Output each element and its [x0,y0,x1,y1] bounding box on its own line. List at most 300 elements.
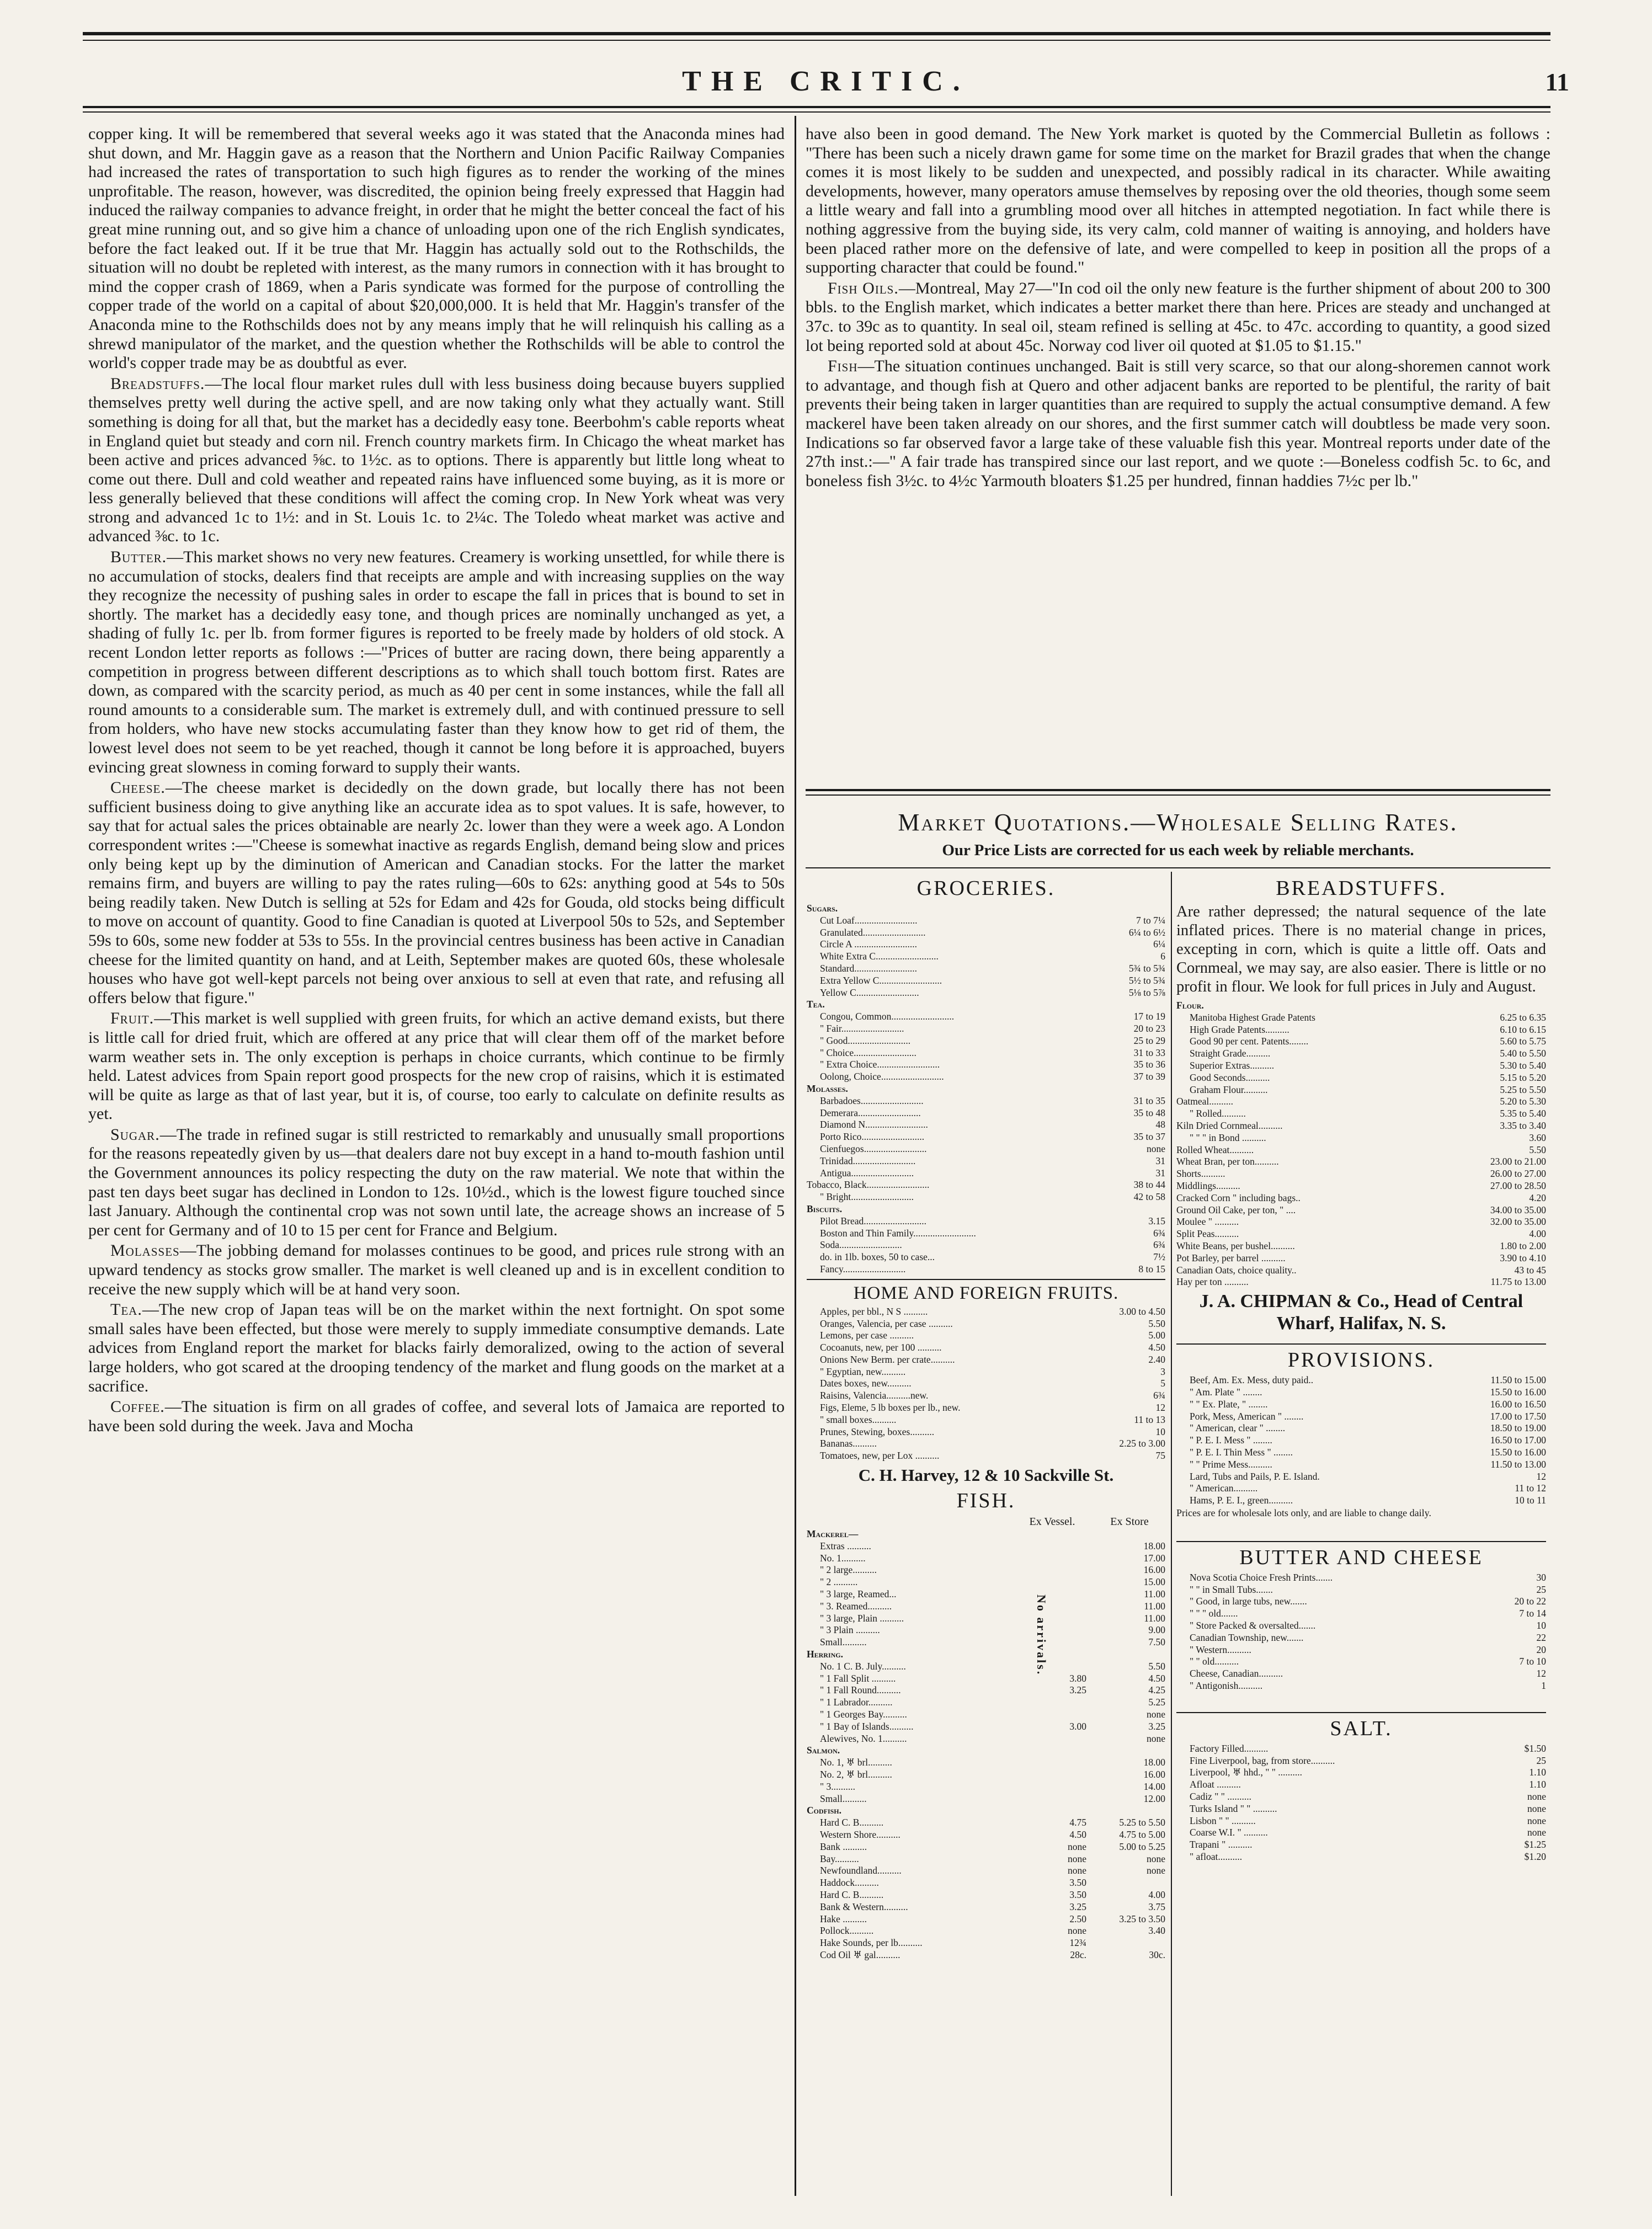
price-row [807,1390,1165,1402]
item-price: 6¾ [1153,1390,1165,1401]
item-label: Boston and Thin Family.......................... [820,1227,976,1239]
item-price: 75 [1155,1450,1165,1462]
fish-row [807,1853,1165,1865]
fish-ex-store: 7.50 [1148,1636,1165,1648]
paragraph-head: Fish Oils. [828,279,899,297]
price-row [807,1251,1165,1263]
fish-row [807,1805,1165,1817]
item-label: Straight Grade.......... [1190,1048,1271,1059]
item-label: Hay per ton .......... [1176,1276,1249,1288]
fish-row [807,1553,1165,1565]
paragraph-head: Fish [828,357,858,376]
price-row [807,975,1165,987]
rule [1176,1541,1546,1542]
item-label: Canadian Township, new....... [1190,1631,1304,1643]
top-thin-rule [83,40,1550,41]
item-label: Bananas.......... [820,1438,877,1449]
fish-ex-vessel [1029,1553,1086,1565]
market-top-thin-rule [806,794,1550,796]
item-label: " " in Small Tubs....... [1190,1583,1273,1595]
fish-ex-vessel [1029,1769,1086,1781]
item-label: Tomatoes, new, per Lox .......... [820,1450,940,1462]
fish-ex-vessel: none [1067,1925,1086,1937]
price-row [1176,1096,1546,1108]
fish-label: Extras .......... [820,1540,871,1551]
fish-label: " 3 large, Reamed... [820,1588,897,1600]
item-label: White Extra C.......................... [820,951,939,962]
price-row [1176,1422,1546,1435]
price-row [1176,1108,1546,1120]
item-price: 37 to 39 [1133,1071,1165,1082]
header-rule [83,106,1550,108]
fish-label: " 3 Plain .......... [820,1624,880,1636]
item-label: Cracked Corn " including bags.. [1176,1192,1301,1203]
price-row [1176,1060,1546,1072]
item-price: 5⅛ to 5⅞ [1128,986,1165,998]
article-paragraph [88,1398,785,1436]
fish-col-headers [807,1515,1165,1528]
fish-ex-vessel: none [1067,1853,1086,1864]
item-label: Graham Flour.......... [1190,1084,1268,1095]
fish-label: Hard C. B.......... [820,1889,884,1900]
fish-label: " 3.......... [820,1780,856,1792]
item-label: Oranges, Valencia, per case .......... [820,1318,953,1329]
price-row [1176,1755,1546,1767]
price-row [807,1167,1165,1180]
fish-label: Salmon. [807,1745,840,1756]
item-price: 5.60 to 5.75 [1500,1036,1546,1047]
price-row [1176,1839,1546,1851]
item-label: Tea. [807,999,825,1010]
item-label: Yellow C.......................... [820,986,919,998]
item-label: " American, clear " ........ [1190,1422,1286,1434]
item-price: 11.75 to 13.00 [1490,1276,1546,1288]
item-price: 5.50 [1529,1144,1546,1155]
fish-label: No. 2, ♅ brl.......... [820,1769,892,1780]
paragraph-text: —This market is well supplied with green fruits, for which an active demand exists, but there is little call for dried fruit, which are offered at any price that will clear them off of the market before warm weather sets in. The only exception is perhaps in choice currants, which continue to be firmly held. Latest advices from Spain report good prospects for the new crop of raisins, which it is estimated will be quite as large as that of last year, but it is, of course, too early to calculate on definite results as yet. [88,1009,785,1123]
fish-label: " 1 Fall Split .......... [820,1672,896,1684]
fish-ex-vessel [1029,1540,1086,1553]
price-row [1176,1216,1546,1228]
item-label: Porto Rico.......................... [820,1131,925,1143]
article-paragraph [88,375,785,546]
paragraph-text: —The new crop of Japan teas will be on the market within the next fortnight. On spot some small sales have been effected, but those were merely to supply immediate consumptive demands. Late advices from England report the market for blacks fairly demoralized, owing to the action of several large holders, who got scared at the drooping tendency of the market and flung goods on the market at a sacrifice. [88,1300,785,1395]
fish-ex-store: 3.25 [1148,1720,1165,1732]
price-row [807,1306,1165,1318]
price-row [1176,1228,1546,1240]
item-price: 16.00 to 16.50 [1490,1398,1546,1410]
fish-label: " 2 large.......... [820,1564,877,1576]
fish-row [807,1841,1165,1853]
item-label: " Good, in large tubs, new....... [1190,1596,1307,1607]
item-price: 5.20 to 5.30 [1500,1096,1546,1107]
fish-ex-store: 18.00 [1143,1757,1165,1768]
paragraph-text: —The trade in refined sugar is still restricted to remarkably and unusually small proportions for the reasons repeatedly given by us—that dealers dare not buy except in a hand to-mouth fashion until the Government announces its policy respecting the duty on the raw material. We note that within the past ten days beet sugar has declined in London to 12s. 10½d., which is the lowest figure touched since last January. Although the continental crop was not sown until late, the acreage shows an increase of 5 per cent for Germany and of 10 to 15 per cent for France and Belgium. [88,1125,785,1239]
item-label: " Fair.......................... [820,1022,904,1034]
item-label: " Rolled.......... [1190,1108,1246,1119]
fish-ex-store: none [1146,1853,1165,1864]
fish-ex-vessel [1029,1576,1086,1588]
item-price: 34.00 to 35.00 [1490,1204,1546,1215]
item-price: 6.10 to 6.15 [1500,1023,1546,1035]
fish-row [807,1564,1165,1576]
item-label: " Choice.......................... [820,1047,916,1058]
fish-ex-store: 3.40 [1148,1925,1165,1937]
price-row [1176,1767,1546,1779]
fish-ex-vessel [1029,1805,1086,1817]
fish-ex-store [1086,1528,1165,1540]
price-row [1176,1743,1546,1755]
item-label: Good 90 per cent. Patents........ [1190,1036,1309,1047]
fish-label: " 3 large, Plain .......... [820,1612,904,1624]
item-price: 16.50 to 17.00 [1490,1435,1546,1446]
item-price: 27.00 to 28.50 [1490,1180,1546,1191]
market-title: Market Quotations.—Wholesale Selling Rates. [898,809,1458,836]
item-label: Fine Liverpool, bag, from store.......... [1190,1755,1335,1766]
price-row [807,1095,1165,1107]
item-label: Diamond N.......................... [820,1119,928,1131]
fish-row [807,1925,1165,1937]
item-label: Congou, Common.......................... [820,1011,955,1022]
item-price: 12 [1536,1668,1546,1679]
price-row [807,987,1165,999]
fish-label: " 2 .......... [820,1576,858,1588]
price-row [1176,1572,1546,1584]
price-row [1176,1120,1546,1132]
item-label: Oatmeal.......... [1176,1096,1234,1107]
item-price [1079,999,1165,1011]
item-price: 6 [1160,951,1165,962]
article-paragraph [88,125,785,373]
item-price: 31 to 35 [1133,1095,1165,1106]
item-price: 31 to 33 [1133,1047,1165,1058]
fish-ex-store: 14.00 [1143,1780,1165,1792]
item-label: " Antigonish.......... [1190,1680,1263,1692]
fish-ex-vessel [1029,1733,1086,1745]
rule [1176,1343,1546,1345]
paragraph-text: —The local flour market rules dull with less business doing because buyers supplied themselves pretty well during the active spell, and are now taking only what they actually want. Still something is doing for all that, but the market has a decidedly easy tone. Beerbohm's cable reports wheat in England quiet but steady and corn nil. French country markets firm. In Chicago the wheat market has been active and prices advanced ⅝c. to 1½c. as to options. There is apparently but little long wheat to come out there. Dull and cold weather and repeated rains have influenced some buying, as it is more or less generally believed that these conditions will affect the coming crop. In New York wheat was very strong and advanced 1c to 1½: and in St. Louis 1c. to 2¼c. The Toledo wheat market was active and advanced ⅜c. to 1c. [88,374,785,546]
price-row [1176,1483,1546,1495]
item-price [1079,1083,1165,1095]
provisions-note: Prices are for wholesale lots only, and are liable to change daily. [1176,1507,1431,1518]
item-price: 3 [1160,1366,1165,1377]
article-paragraph [88,1009,785,1124]
item-label: " small boxes.......... [820,1414,897,1425]
price-row [1176,1276,1546,1288]
price-row [807,1318,1165,1330]
rule [807,1279,1165,1280]
breadstuffs-table [1176,1000,1546,1288]
price-row [1176,1399,1546,1411]
item-price: 35 to 37 [1133,1131,1165,1143]
item-price: 3.35 to 3.40 [1500,1119,1546,1131]
item-price: 25 [1536,1755,1546,1766]
fish-ex-store: 4.25 [1148,1684,1165,1696]
item-price: $1.50 [1524,1742,1546,1754]
fish-label: Newfoundland.......... [820,1865,902,1876]
market-divider [1171,872,1172,2196]
fish-row [807,1588,1165,1601]
price-row [1176,1435,1546,1447]
item-price: 38 to 44 [1133,1179,1165,1191]
fish-row [807,1733,1165,1745]
fish-ex-store: 3.75 [1148,1901,1165,1912]
price-row [1176,1024,1546,1036]
fish-label: Small.......... [820,1793,867,1804]
paragraph-text: have also been in good demand. The New York market is quoted by the Commercial Bulletin as follows : "There has been such a nicely drawn game for some time on the market for Brazil grades that when the change comes it is most likely to be sudden and unexpected, and possibly radical in its character. While awaiting developments, however, many operators amuse themselves by reposing over the old theories, though some seem a little weary and fall into a grumbling mood over all hitches in attempted negotiation. In fact while there is nothing aggressive from the buying side, its very calm, cold manner of waiting is annoying, and holders have been placed rather more on the defensive of late, and were compelled to keep in position all the props of a supporting character that could be found." [806,125,1550,277]
paragraph-text: —This market shows no very new features. Creamery is working unsettled, for while there is no accumulation of stocks, dealers find that receipts are ample and with increasing supplies on the way they recognize the necessity of pushing sales in order to escape the fall in prices that is bound to set in shortly. The market has a decidedly easy tone, and though prices are nominally unchanged as yet, a shading of fully 1c. per lb. from former figures is reported to be freely made by holders of old stock. A recent London letter reports as follows :—"Prices of butter are racing down, there being apparently a competition in progress between different descriptions as to which shall touch bottom first. Rates are down, as compared with the scarcity period, as much as 40 per cent in some instances, while the fall all round amounts to a considerable sum. The market is extremely dull, and with continued pressure to sell from holders, who have new stocks accumulating faster than they know how to get rid of them, the lowest level does not seem to be yet reached, though it cannot be long before it is approached, buyers evincing great slowness in coming forward to supply their wants. [88,548,785,776]
article-paragraph [88,1241,785,1299]
fish-ex-vessel: none [1067,1865,1086,1876]
item-price: 5 [1160,1378,1165,1389]
breadstuffs-heading: BREADSTUFFS. [1276,877,1447,900]
item-price: 20 to 22 [1514,1596,1546,1607]
item-label: Manitoba Highest Grade Patents [1190,1011,1315,1023]
price-row [1176,1168,1546,1180]
item-label: " Good.......................... [820,1034,911,1046]
butter-cheese-heading: BUTTER AND CHEESE [1239,1545,1483,1569]
price-row [807,1011,1165,1023]
item-price: 11 to 13 [1134,1414,1165,1425]
price-row [1176,1144,1546,1156]
item-label: White Beans, per bushel.......... [1176,1240,1295,1251]
price-row [807,1203,1165,1215]
item-label: Extra Yellow C.......................... [820,974,942,986]
fish-ex-vessel [1029,1757,1086,1769]
item-price: 5¾ to 5¾ [1128,962,1165,974]
price-row [807,1378,1165,1390]
item-label: Split Peas.......... [1176,1228,1239,1240]
article-paragraph [806,125,1550,278]
item-label: " Egyptian, new.......... [820,1366,906,1377]
item-label: Shorts.......... [1176,1168,1225,1180]
item-price: 3.90 to 4.10 [1500,1252,1546,1263]
item-label: Liverpool, ♅ hhd., " " .......... [1190,1767,1302,1778]
harvey-merchant: C. H. Harvey, 12 & 10 Sackville St. [858,1465,1114,1485]
price-row [807,1155,1165,1167]
fish-row [807,1937,1165,1949]
fish-ex-vessel: 3.25 [1069,1901,1086,1912]
fish-ex-store: 11.00 [1144,1600,1165,1612]
fish-label: Alewives, No. 1.......... [820,1732,907,1744]
fish-label: " 1 Georges Bay.......... [820,1709,907,1720]
market-left-subcolumn [807,873,1165,2191]
fish-ex-store: 16.00 [1143,1769,1165,1780]
paragraph-text: —Montreal, May 27—"In cod oil the only new feature is the further shipment of about 200 to 300 bbls. to the English market, which indicates a better market there than here. Prices are steady and unchanged at 37c. to 39c as to quantity. In seal oil, steam refined is selling at 45c. to 47c. according to quantity, a good sized lot being reported sold at about 45c. Norway cod liver oil quoted at $1.05 to $1.15." [806,279,1550,355]
fish-table [807,1528,1165,1961]
fish-label: Hard C. B.......... [820,1817,884,1828]
fish-label: Haddock.......... [820,1877,879,1889]
fish-row [807,1901,1165,1913]
item-price: 7 to 7¼ [1136,914,1165,926]
market-right-subcolumn [1176,873,1546,2191]
fish-row [807,1684,1165,1697]
price-row [807,1239,1165,1251]
fish-ex-store: none [1146,1709,1165,1720]
top-border-rule [83,32,1550,35]
item-label: " P. E. I. Mess " ........ [1190,1435,1272,1446]
price-row [1176,1374,1546,1387]
fish-row [807,1661,1165,1673]
price-row [807,903,1165,915]
fish-ex-store: 12.00 [1143,1793,1165,1804]
item-price: 5.00 [1148,1330,1165,1341]
fish-ex-vessel [1029,1709,1086,1721]
price-row [1176,1012,1546,1024]
price-row [1176,1584,1546,1596]
price-row [1176,1680,1546,1692]
fish-label: Codfish. [807,1805,842,1816]
fish-ex-store [1086,1805,1165,1817]
fish-label: Bank & Western.......... [820,1901,908,1912]
item-label: " Western.......... [1190,1644,1251,1655]
breadstuffs-text: Are rather depressed; the natural sequence of the late inflated prices. There is no material change in prices, excepting in corn, which is quite a little off. Oats and Cornmeal, we may say, are also easier. There is little or no profit in flour. We look for full prices in July and August. [1176,903,1546,995]
item-price [1079,903,1165,915]
paragraph-head: Coffee. [110,1398,165,1416]
item-price: 31 [1155,1155,1165,1166]
fish-label: Small.......... [820,1636,867,1648]
paragraph-text: —The jobbing demand for molasses continues to be good, and prices rule strong with an upward tendency as stocks grow smaller. The market is well cleaned up and is in excellent condition to receive the new supply which will be at hand very soon. [88,1241,785,1298]
paragraph-text: copper king. It will be remembered that several weeks ago it was stated that the Anaconda mines had shut down, and Mr. Haggin gave as a reason that the Northern and Union Pacific Railway Companies had increased the rates of transportation to such high figures as to render the working of the mines unprofitable. The reason, however, was discredited, the opinion being freely expressed that Haggin had induced the railway companies to advance freight, in order that he might the better conceal the fact of his great mine running out, and so give him a chance of unloading upon one of the rich English syndicates, before the fact leaked out. If it be true that Mr. Haggin has actually sold out to the Rothschilds, the situation will no doubt be repleted with interest, as the many rumors in connection with it has brought to mind the copper crash of 1869, when a Paris syndicate was formed for the purpose of controlling the copper trade of the world on a capital of about $20,000,000. It is held that Mr. Haggin's transfer of the Anaconda mine to the Rothschilds does not by any means imply that he will relinquish his calling as a shrewd manipulator of the market, and the question whether the Rothschilds will be able to control the world's copper trade may be as doubtful as ever. [88,125,785,372]
item-label: Good Seconds.......... [1190,1071,1270,1083]
price-row [1176,1803,1546,1815]
item-label: " afloat.......... [1190,1851,1243,1863]
price-row [1176,1072,1546,1084]
fish-row [807,1528,1165,1540]
fish-label: No. 1.......... [820,1552,866,1564]
item-label: Cocoanuts, new, per 100 .......... [820,1342,942,1353]
price-row [807,1059,1165,1071]
price-row [1176,1265,1546,1277]
item-price: 20 [1536,1644,1546,1655]
fish-row [807,1757,1165,1769]
item-label: Figs, Eleme, 5 lb boxes per lb., new. [820,1402,961,1414]
paragraph-head: Butter. [110,548,167,567]
fish-ex-store: none [1146,1865,1165,1876]
item-label: Pot Barley, per barrel .......... [1176,1252,1286,1263]
item-label: Barbadoes.......................... [820,1095,924,1106]
fish-ex-vessel: none [1067,1841,1086,1852]
item-price: 43 to 45 [1514,1264,1546,1276]
item-price: 6¾ [1153,1227,1165,1239]
price-row [1176,1084,1546,1096]
item-label: " Extra Choice.......................... [820,1059,940,1070]
item-label: Ground Oil Cake, per ton, " .... [1176,1204,1296,1215]
item-price: 5.15 to 5.20 [1500,1071,1546,1083]
price-row [807,1426,1165,1438]
item-label: Pork, Mess, American " ........ [1190,1410,1304,1422]
price-row [807,1083,1165,1095]
header-thin-rule [83,111,1550,113]
item-label: Afloat .......... [1190,1779,1241,1790]
item-label: Factory Filled.......... [1190,1742,1269,1754]
price-row [807,915,1165,927]
item-price: 6.25 to 6.35 [1500,1011,1546,1023]
item-price: 1.10 [1529,1767,1546,1778]
fish-row [807,1877,1165,1889]
fish-ex-vessel [1029,1781,1086,1793]
item-price: 32.00 to 35.00 [1490,1216,1546,1228]
price-row [807,1179,1165,1191]
item-label: " " old.......... [1190,1656,1239,1667]
article-paragraph [806,279,1550,355]
item-label: " Am. Plate " ........ [1190,1386,1262,1398]
fish-ex-vessel: 12¾ [1069,1937,1086,1949]
item-price: 23.00 to 21.00 [1490,1156,1546,1167]
fish-ex-store: 15.00 [1143,1576,1165,1588]
fish-row [807,1697,1165,1709]
paragraph-head: Tea. [110,1300,142,1319]
price-row [807,1143,1165,1155]
item-price: 2.40 [1148,1353,1165,1365]
item-label: Trapani " .......... [1190,1839,1253,1851]
market-top-rule [806,789,1550,791]
item-price: 35 to 48 [1133,1107,1165,1118]
item-price: 11 to 12 [1515,1483,1546,1494]
item-price: 10 to 11 [1515,1495,1546,1506]
item-price: 18.50 to 19.00 [1490,1422,1546,1434]
left-column-text [88,125,785,2194]
fish-row [807,1781,1165,1793]
fruits-table [807,1306,1165,1462]
item-label: Granulated.......................... [820,926,926,938]
item-label: Flour. [1176,1000,1204,1011]
item-price: 5.40 to 5.50 [1500,1048,1546,1059]
item-price: none [1146,1143,1165,1154]
fish-row [807,1601,1165,1613]
fish-ex-store: 5.50 [1148,1660,1165,1672]
item-label: Cheese, Canadian.......... [1190,1668,1283,1679]
item-price: 7 to 14 [1519,1608,1546,1619]
chipman-merchant: J. A. CHIPMAN & Co., Head of Central Wharf, Halifax, N. S. [1199,1291,1523,1334]
item-label: Oolong, Choice.......................... [820,1071,944,1082]
fish-label: No. 1, ♅ brl.......... [820,1757,892,1768]
article-paragraph [806,357,1550,490]
item-label: Kiln Dried Cornmeal.......... [1176,1119,1283,1131]
price-row [1176,1851,1546,1863]
item-label: do. in 1lb. boxes, 50 to case... [820,1251,935,1263]
item-label: Onions New Berm. per crate.......... [820,1353,955,1365]
fish-ex-store: 9.00 [1148,1624,1165,1636]
fish-row [807,1636,1165,1649]
item-price: 11.50 to 13.00 [1490,1458,1546,1470]
column-divider [795,116,796,2196]
fish-ex-vessel [1029,1564,1086,1576]
fish-ex-store [1086,1649,1165,1661]
price-row [1176,1132,1546,1144]
item-price: 35 to 36 [1133,1059,1165,1070]
item-label: " " " in Bond .......... [1190,1132,1266,1143]
item-price: none [1527,1791,1546,1803]
item-label: Prunes, Stewing, boxes.......... [820,1426,935,1437]
item-price: 12 [1155,1402,1165,1414]
fish-ex-store [1086,1877,1165,1889]
item-label: " " " old....... [1190,1608,1238,1619]
salt-table [1176,1743,1546,1863]
item-label: Fancy.......................... [820,1263,906,1275]
item-price: $1.25 [1524,1839,1546,1851]
running-title: THE CRITIC. [682,66,970,97]
article-paragraph [88,1300,785,1396]
price-row [1176,1156,1546,1168]
fish-label: " 1 Fall Round.......... [820,1684,901,1696]
paragraph-text: —The cheese market is decidedly on the down grade, but locally there has not been sufficient business doing to give anything like an accurate idea as to spot values. It is safe, however, to say that for actual sales the prices obtainable are nearly 2c. lower than they were a week ago. A London correspondent writes :—"Cheese is somewhat inactive as regards English, demand being slow and prices only being kept up by the diminution of American and Canadian stocks. For the latter the market remains firm, and buyers are willing to pay the rates ruling—60s to 62s: anything good at 54s to 50s being readily taken. New Dutch is selling at 52s for Edam and 42s for Gouda, old stocks being difficult to move on account of quantity. Good to fine Canadian is quoted at Liverpool 50s to 52s, and September 59s to 60s, some new fodder at 53s to 55s. In the provincial centres business has been active in Canadian cheese for the limited quantity on hand, and at Leith, September makes are quoted 60s, these wholesale houses who have got well-kept parcels not being over anxious to sell at even that rate, and refusing all offers below that figure." [88,778,785,1007]
price-row [1176,1632,1546,1644]
item-price [1457,1000,1546,1012]
item-label: Nova Scotia Choice Fresh Prints....... [1190,1571,1333,1583]
fish-ex-vessel: 3.00 [1069,1720,1086,1732]
fish-ex-store: 5.25 to 5.50 [1119,1817,1165,1828]
